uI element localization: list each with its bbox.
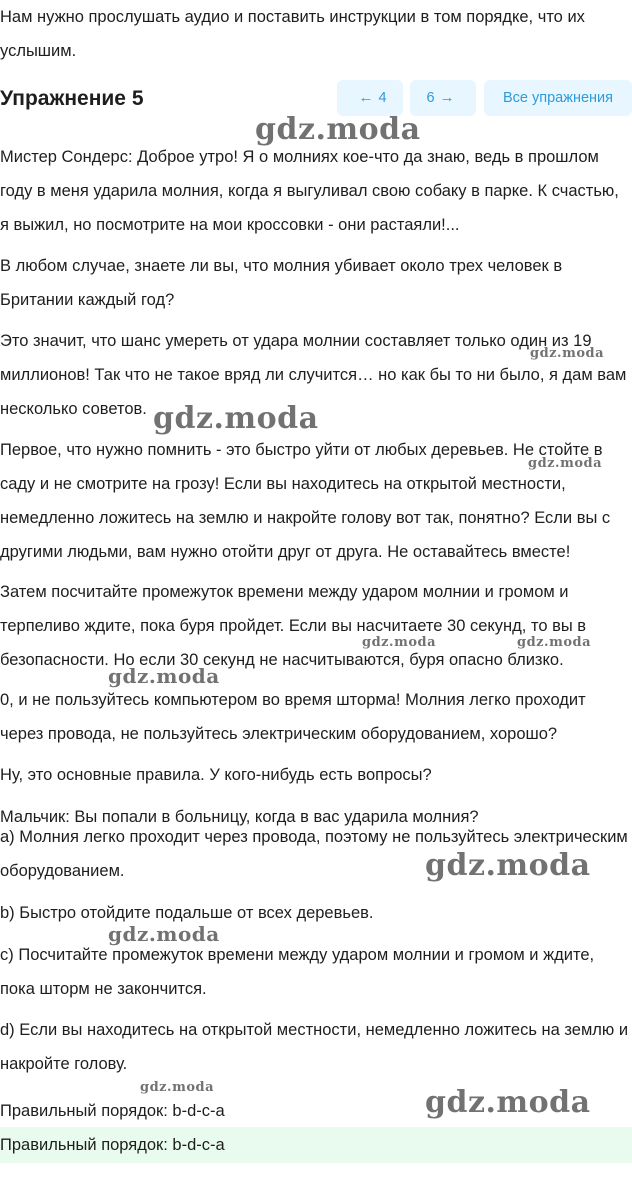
all-exercises-button[interactable]: Все упражнения — [484, 80, 632, 116]
prev-exercise-label: 4 — [378, 90, 387, 106]
answer-box — [0, 1127, 632, 1163]
paragraph: Ну, это основные правила. У кого-нибудь есть вопросы? — [0, 766, 432, 784]
next-exercise-label: 6 — [426, 90, 435, 106]
correct-order-text: Правильный порядок: b-d-c-a — [0, 1102, 225, 1120]
watermark: gdz.moda — [255, 112, 421, 147]
watermark: gdz.moda — [108, 922, 220, 946]
watermark: gdz.moda — [153, 401, 319, 436]
exercise-title: Упражнение 5 — [0, 87, 144, 110]
paragraph: В любом случае, знаете ли вы, что молния убивает около трех человек в Британии каждый год? — [0, 257, 563, 309]
arrow-left-icon: ← — [358, 89, 374, 106]
watermark: gdz.moda — [517, 635, 592, 650]
paragraph: Мальчик: Вы попали в больницу, когда в вас ударила молния? — [0, 808, 479, 826]
watermark: gdz.moda — [140, 1080, 215, 1095]
paragraph: Мистер Сондерс: Доброе утро! Я о молниях кое-что да знаю, ведь в прошлом году в меня ударила молния, когда я выгуливал свою собаку в парке. К счастью, я выжил, но посмотрите на мои кроссовки - они растаяли!... — [0, 148, 619, 234]
answer-text: Правильный порядок: b-d-c-a — [0, 1136, 225, 1154]
paragraph: Затем посчитайте промежуток времени между ударом молнии и громом и терпеливо ждите, пока буря пройдет. Если вы насчитаете 30 секунд, то вы в безопасности. Но если 30 секунд не насчитываются, буря опасно близко. — [0, 583, 587, 669]
paragraph: Первое, что нужно помнить - это быстро уйти от любых деревьев. Не стойте в саду и не смотрите на грозу! Если вы находитесь на открытой местности, немедленно ложитесь на землю и накройте голову вот так, понятно? Если вы с другими людьми, вам нужно отойти друг от друга. Не оставайтесь вместе! — [0, 441, 611, 561]
watermark: gdz.moda — [425, 848, 591, 883]
paragraph: Это значит, что шанс умереть от удара молнии составляет только один из 19 миллионов! Так что не такое вряд ли случится… но как бы то ни было, я дам вам несколько советов. — [0, 332, 627, 418]
watermark: gdz.moda — [425, 1085, 591, 1120]
option-a: а) Молния легко проходит через провода, поэтому не пользуйтесь электрическим оборудованием. — [0, 828, 628, 880]
watermark: gdz.moda — [530, 346, 605, 361]
option-c: c) Посчитайте промежуток времени между ударом молнии и громом и ждите, пока шторм не закончится. — [0, 946, 595, 998]
prev-exercise-button[interactable] — [337, 80, 403, 116]
intro-text: Нам нужно прослушать аудио и поставить инструкции в том порядке, что их услышим. — [0, 8, 585, 60]
watermark: gdz.moda — [362, 635, 437, 650]
option-b: b) Быстро отойдите подальше от всех деревьев. — [0, 904, 374, 922]
arrow-right-icon: → — [439, 89, 455, 106]
watermark: gdz.moda — [108, 664, 220, 688]
watermark: gdz.moda — [528, 456, 603, 471]
option-d: d) Если вы находитесь на открытой местности, немедленно ложитесь на землю и накройте голову. — [0, 1021, 629, 1073]
next-exercise-button[interactable] — [410, 80, 476, 116]
paragraph: 0, и не пользуйтесь компьютером во время шторма! Молния легко проходит через провода, не пользуйтесь электрическим оборудованием, хорошо? — [0, 691, 586, 743]
